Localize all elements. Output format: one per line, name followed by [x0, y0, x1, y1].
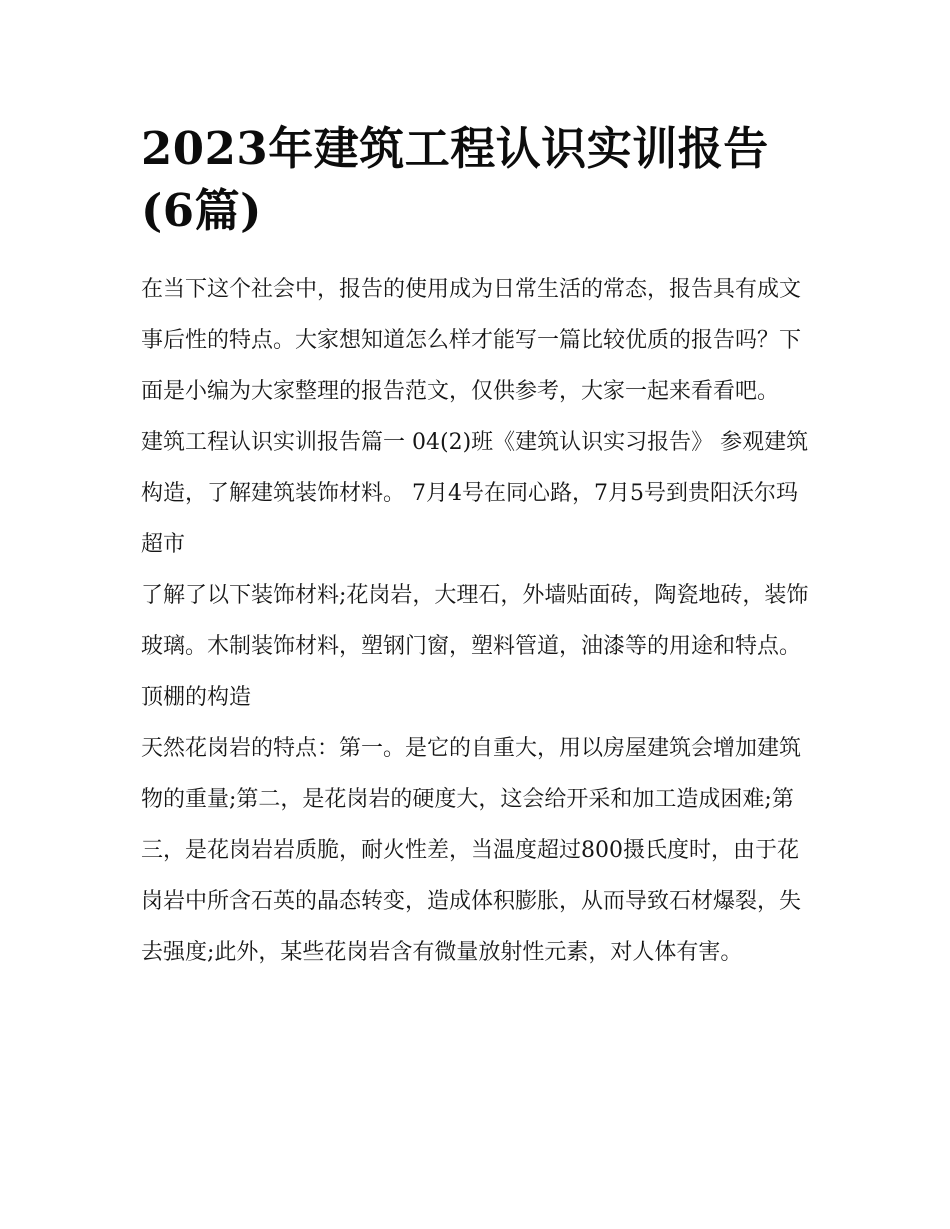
document-page	[141, 118, 813, 978]
materials-paragraph: 了解了以下装饰材料;花岗岩，大理石，外墙贴面砖，陶瓷地砖，装饰玻璃。木制装饰材料，塑钢门窗，塑料管道，油漆等的用途和特点。顶棚的构造	[141, 583, 809, 710]
granite-paragraph: 天然花岗岩的特点：第一。是它的自重大，用以房屋建筑会增加建筑物的重量;第二，是花岗岩的硬度大，这会给开采和加工造成困难;第三，是花岗岩岩质脆，耐火性差，当温度超过800摄氏度时，由于花岗岩中所含石英的晶态转变，造成体积膨胀，从而导致石材爆裂，失去强度;此外，某些花岗岩含有微量放射性元素，对人体有害。	[141, 736, 802, 965]
intro-paragraph: 在当下这个社会中，报告的使用成为日常生活的常态，报告具有成文事后性的特点。大家想知道怎么样才能写一篇比较优质的报告吗？下面是小编为大家整理的报告范文，仅供参考，大家一起来看看吧。	[141, 277, 802, 404]
report-intro-paragraph: 建筑工程认识实训报告篇一 04(2)班《建筑认识实习报告》 参观建筑构造，了解建筑装饰材料。 7月4号在同心路，7月5号到贵阳沃尔玛超市	[141, 430, 809, 557]
document-title: 2023年建筑工程认识实训报告(6篇)	[141, 122, 769, 237]
document-body	[141, 264, 813, 978]
